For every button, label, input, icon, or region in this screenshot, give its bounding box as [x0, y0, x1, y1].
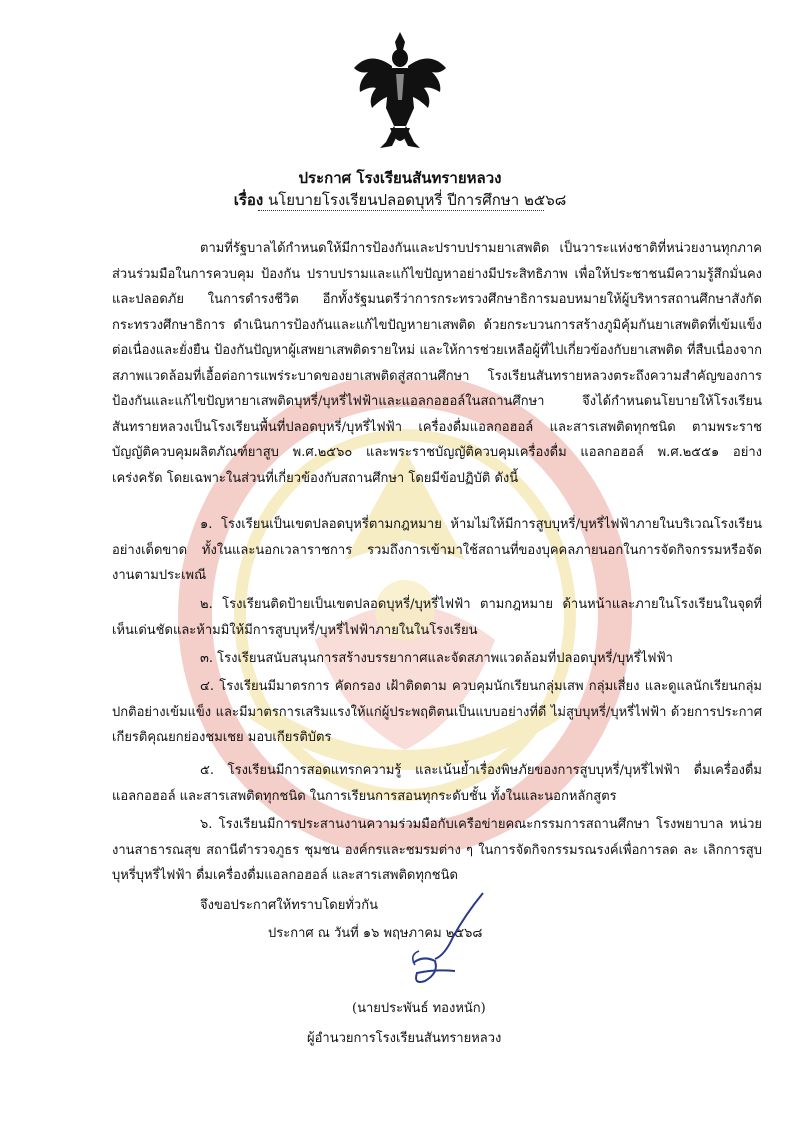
policy-item-3 — [112, 646, 762, 672]
announcement-subject — [0, 188, 800, 212]
policy-item-text: ๓. โรงเรียนสนับสนุนการสร้างบรรยากาศและจัดสภาพแวดล้อมที่ปลอดบุหรี่/บุหรี่ไฟฟ้า — [200, 651, 673, 666]
policy-item-text: ๔. โรงเรียนมีมาตรการ คัดกรอง เฝ้าติดตาม ควบคุมนักเรียนกลุ่มเสพ กลุ่มเสี่ยง และดูแลนักเรียนกลุ่มปกติอย่างเข้มแข็ง และมีมาตรการเสริมแรงให้แก่ผู้ประพฤติตนเป็นแบบอย่างที่ดี ไม่สูบบุหรี่/บุหรี่ไฟฟ้า ด้วยการประกาศเกียรติคุณยกย่องชมเชย มอบเกียรติบัตร — [112, 679, 762, 745]
garuda-emblem-icon — [350, 30, 450, 154]
subject-text: นโยบายโรงเรียนปลอดบุหรี่ ปีการศึกษา ๒๕๖๘ — [268, 191, 567, 209]
announcement-title: ประกาศ โรงเรียนสันทรายหลวง — [298, 169, 502, 187]
handwritten-signature — [395, 885, 505, 990]
closing-statement: จึงขอประกาศให้ทราบโดยทั่วกัน — [200, 898, 378, 913]
announcement-date: ประกาศ ณ วันที่ ๑๖ พฤษภาคม ๒๕๖๘ — [268, 926, 483, 941]
policy-item-text: ๕. โรงเรียนมีการสอดแทรกความรู้ และเน้นย้ำเรื่องพิษภัยของการสูบบุหรี่/บุหรี่ไฟฟ้า ดื่มเครื่องดื่มแอลกอฮอล์ และสารเสพติดทุกชนิด ในการเรียนการสอนทุกระดับชั้น ทั้งในและนอกหลักสูตร — [112, 763, 762, 804]
policy-item-text: ๖. โรงเรียนมีการประสานงานความร่วมมือกับเครือข่ายคณะกรรมการสถานศึกษา โรงพยาบาล หน่วยงานสาธารณสุข สถานีตำรวจภูธร ชุมชน องค์กรและชมรมต่าง ๆ ในการจัดกิจกรรมรณรงค์เพื่อการลด ละ เลิกการสูบบุหรี่บุหรี่ไฟฟ้า ดื่มเครื่องดื่มแอลกอฮอล์ และสารเสพติดทุกชนิด — [112, 817, 762, 883]
policy-item-5 — [112, 758, 762, 809]
policy-item-6 — [112, 812, 762, 889]
subject-label: เรื่อง — [233, 191, 264, 209]
policy-item-2 — [112, 592, 762, 643]
policy-item-text: ๒. โรงเรียนติดป้ายเป็นเขตปลอดบุหรี่/บุหรี่ไฟฟ้า ตามกฎหมาย ด้านหน้าและภายในโรงเรียนในจุดที่เห็นเด่นชัดและห้ามมิให้มีการสูบบุหรี่/บุหรี่ไฟฟ้าภายในในโรงเรียน — [112, 597, 762, 638]
intro-text: ตามที่รัฐบาลได้กำหนดให้มีการป้องกันและปราบปรามยาเสพติด เป็นวาระแห่งชาติที่หน่วยงานทุกภาคส่วนร่วมมือในการควบคุม ป้องกัน ปราบปรามและแก้ไขปัญหาอย่างมีประสิทธิภาพ เพื่อให้ประชาชนมีความรู้สึกมั่นคงและปลอดภัย ในการดำรงชีวิต อีกทั้งรัฐมนตรีว่าการกระทรวงศึกษาธิการมอบหมายให้ผู้บริหารสถานศึกษาสังกัดกระทรวงศึกษาธิการ ดำเนินการป้องกันและแก้ไขปัญหายาเสพติด ด้วยกระบวนการสร้างภูมิคุ้มกันยาเสพติดที่เข้มแข็ง ต่อเนื่องและยั่งยืน ป้องกันปัญหาผู้เสพยาเสพติดรายใหม่ และให้การช่วยเหลือผู้ที่ไปเกี่ยวข้องกับยาเสพติด ที่สืบเนื่องจากสภาพแวดล้อมที่เอื้อต่อการแพร่ระบาดของยาเสพติดสู่สถานศึกษา โรงเรียนสันทรายหลวงตระถึงความสำคัญของการป้องกันและแก้ไขปัญหายาเสพติดบุหรี่/บุหรี่ไฟฟ้าและแอลกอฮอล์ในสถานศึกษา จึงได้กำหนดนโยบายให้โรงเรียนสันทรายหลวงเป็นโรงเรียนพื้นที่ปลอดบุหรี่/บุหรี่ไฟฟ้า เครื่องดื่มแอลกอฮอล์ และสารเสพติดทุกชนิด ตามพระราชบัญญัติควบคุมผลิตภัณฑ์ยาสูบ พ.ศ.๒๕๖๐ และพระราชบัญญัติควบคุมเครื่องดื่ม แอลกอฮอล์ พ.ศ.๒๕๕๑ อย่างเคร่งครัด โดยเฉพาะในส่วนที่เกี่ยวข้องกับสถานศึกษา โดยมีข้อปฏิบัติ ดังนี้ — [112, 241, 762, 486]
policy-item-text: ๑. โรงเรียนเป็นเขตปลอดบุหรี่ตามกฎหมาย ห้ามไม่ให้มีการสูบบุหรี่/บุหรี่ไฟฟ้าภายในบริเวณโรงเรียนอย่างเด็ดขาด ทั้งในและนอกเวลาราชการ รวมถึงการเข้ามาใช้สถานที่ของบุคคลภายนอกในการจัดกิจกรรมหรือจัดงานตามประเพณี — [112, 517, 762, 583]
intro-paragraph — [112, 236, 762, 491]
policy-item-1 — [112, 512, 762, 589]
policy-item-4 — [112, 674, 762, 751]
signatory-position: ผู้อำนวยการโรงเรียนสันทรายหลวง — [307, 1031, 502, 1046]
dotted-divider — [258, 210, 544, 211]
signatory-name: (นายประพันธ์ ทองหนัก) — [352, 1001, 486, 1016]
